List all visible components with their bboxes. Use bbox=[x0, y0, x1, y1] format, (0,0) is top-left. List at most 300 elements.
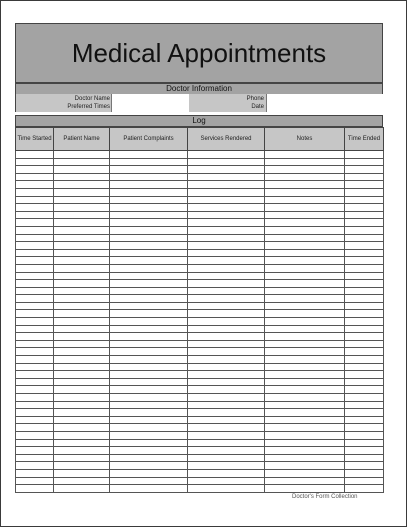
log-cell[interactable] bbox=[265, 173, 345, 181]
column-header-notes: Notes bbox=[265, 128, 345, 151]
log-cell[interactable] bbox=[54, 257, 110, 265]
log-cell[interactable] bbox=[345, 318, 384, 326]
table-row bbox=[16, 363, 384, 371]
log-cell[interactable] bbox=[16, 356, 54, 364]
column-header-time-ended: Time Ended bbox=[345, 128, 384, 151]
log-cell[interactable] bbox=[265, 485, 345, 493]
log-cell[interactable] bbox=[110, 196, 188, 204]
log-cell[interactable] bbox=[54, 409, 110, 417]
doctor-name-label: Doctor Name bbox=[74, 96, 110, 102]
log-cell[interactable] bbox=[16, 151, 54, 159]
log-cell[interactable] bbox=[54, 310, 110, 318]
log-cell[interactable] bbox=[16, 264, 54, 272]
log-cell[interactable] bbox=[54, 166, 110, 174]
table-row bbox=[16, 257, 384, 265]
log-cell[interactable] bbox=[265, 318, 345, 326]
log-cell[interactable] bbox=[16, 333, 54, 341]
log-cell[interactable] bbox=[110, 454, 188, 462]
log-cell[interactable] bbox=[16, 485, 54, 493]
log-cell[interactable] bbox=[110, 249, 188, 257]
log-cell[interactable] bbox=[265, 287, 345, 295]
log-cell[interactable] bbox=[54, 340, 110, 348]
log-cell[interactable] bbox=[265, 431, 345, 439]
log-cell[interactable] bbox=[188, 158, 265, 166]
log-cell[interactable] bbox=[16, 173, 54, 181]
log-cell[interactable] bbox=[16, 371, 54, 379]
log-cell[interactable] bbox=[345, 356, 384, 364]
log-cell[interactable] bbox=[110, 295, 188, 303]
log-cell[interactable] bbox=[16, 477, 54, 485]
log-cell[interactable] bbox=[54, 485, 110, 493]
log-cell[interactable] bbox=[54, 302, 110, 310]
log-cell[interactable] bbox=[265, 204, 345, 212]
log-cell[interactable] bbox=[54, 226, 110, 234]
log-cell[interactable] bbox=[345, 264, 384, 272]
log-cell[interactable] bbox=[265, 219, 345, 227]
log-cell[interactable] bbox=[345, 188, 384, 196]
log-cell[interactable] bbox=[345, 424, 384, 432]
log-cell[interactable] bbox=[110, 431, 188, 439]
preferred-times-label: Preferred Times bbox=[67, 104, 110, 110]
log-cell[interactable] bbox=[265, 211, 345, 219]
log-cell[interactable] bbox=[16, 204, 54, 212]
log-cell[interactable] bbox=[265, 356, 345, 364]
log-cell[interactable] bbox=[16, 242, 54, 250]
log-cell[interactable] bbox=[16, 424, 54, 432]
log-cell[interactable] bbox=[265, 363, 345, 371]
log-cell[interactable] bbox=[54, 181, 110, 189]
log-cell[interactable] bbox=[16, 340, 54, 348]
log-cell[interactable] bbox=[16, 439, 54, 447]
log-cell[interactable] bbox=[16, 211, 54, 219]
log-cell[interactable] bbox=[188, 249, 265, 257]
log-cell[interactable] bbox=[54, 196, 110, 204]
log-cell[interactable] bbox=[188, 469, 265, 477]
log-cell[interactable] bbox=[345, 462, 384, 470]
log-cell[interactable] bbox=[188, 401, 265, 409]
log-cell[interactable] bbox=[16, 280, 54, 288]
log-cell[interactable] bbox=[110, 272, 188, 280]
log-cell[interactable] bbox=[188, 166, 265, 174]
log-cell[interactable] bbox=[188, 485, 265, 493]
log-cell[interactable] bbox=[188, 416, 265, 424]
log-cell[interactable] bbox=[188, 226, 265, 234]
log-cell[interactable] bbox=[110, 302, 188, 310]
log-cell[interactable] bbox=[16, 386, 54, 394]
log-cell[interactable] bbox=[265, 333, 345, 341]
log-cell[interactable] bbox=[16, 295, 54, 303]
log-cell[interactable] bbox=[110, 356, 188, 364]
log-cell[interactable] bbox=[188, 340, 265, 348]
phone-date-field[interactable] bbox=[266, 94, 383, 112]
log-cell[interactable] bbox=[110, 158, 188, 166]
log-cell[interactable] bbox=[265, 264, 345, 272]
log-cell[interactable] bbox=[54, 295, 110, 303]
log-cell[interactable] bbox=[188, 424, 265, 432]
log-cell[interactable] bbox=[54, 325, 110, 333]
log-cell[interactable] bbox=[54, 454, 110, 462]
log-cell[interactable] bbox=[265, 196, 345, 204]
log-cell[interactable] bbox=[54, 318, 110, 326]
log-cell[interactable] bbox=[265, 477, 345, 485]
log-cell[interactable] bbox=[345, 158, 384, 166]
table-row bbox=[16, 439, 384, 447]
log-cell[interactable] bbox=[265, 151, 345, 159]
log-cell[interactable] bbox=[265, 454, 345, 462]
log-cell[interactable] bbox=[188, 287, 265, 295]
log-cell[interactable] bbox=[188, 318, 265, 326]
log-cell[interactable] bbox=[54, 462, 110, 470]
table-row bbox=[16, 378, 384, 386]
log-cell[interactable] bbox=[110, 287, 188, 295]
log-cell[interactable] bbox=[16, 257, 54, 265]
log-cell[interactable] bbox=[345, 409, 384, 417]
log-cell[interactable] bbox=[265, 242, 345, 250]
log-cell[interactable] bbox=[345, 181, 384, 189]
log-cell[interactable] bbox=[265, 181, 345, 189]
log-cell[interactable] bbox=[110, 234, 188, 242]
table-row bbox=[16, 454, 384, 462]
log-cell[interactable] bbox=[110, 424, 188, 432]
log-cell[interactable] bbox=[345, 310, 384, 318]
log-cell[interactable] bbox=[54, 469, 110, 477]
log-cell[interactable] bbox=[345, 204, 384, 212]
log-cell[interactable] bbox=[188, 211, 265, 219]
log-cell[interactable] bbox=[265, 226, 345, 234]
log-cell[interactable] bbox=[110, 485, 188, 493]
log-cell[interactable] bbox=[54, 439, 110, 447]
log-cell[interactable] bbox=[345, 363, 384, 371]
log-cell[interactable] bbox=[345, 234, 384, 242]
table-row bbox=[16, 295, 384, 303]
log-cell[interactable] bbox=[54, 272, 110, 280]
log-cell[interactable] bbox=[188, 181, 265, 189]
log-cell[interactable] bbox=[16, 234, 54, 242]
log-cell[interactable] bbox=[110, 462, 188, 470]
log-cell[interactable] bbox=[110, 447, 188, 455]
table-row bbox=[16, 249, 384, 257]
log-cell[interactable] bbox=[188, 151, 265, 159]
table-row bbox=[16, 424, 384, 432]
log-cell[interactable] bbox=[110, 226, 188, 234]
table-row bbox=[16, 211, 384, 219]
log-cell[interactable] bbox=[188, 462, 265, 470]
log-cell[interactable] bbox=[345, 302, 384, 310]
log-cell[interactable] bbox=[16, 318, 54, 326]
log-cell[interactable] bbox=[265, 272, 345, 280]
log-cell[interactable] bbox=[345, 439, 384, 447]
log-cell[interactable] bbox=[110, 386, 188, 394]
log-cell[interactable] bbox=[110, 257, 188, 265]
log-cell[interactable] bbox=[16, 394, 54, 402]
log-cell[interactable] bbox=[188, 394, 265, 402]
log-cell[interactable] bbox=[188, 264, 265, 272]
log-cell[interactable] bbox=[265, 424, 345, 432]
log-cell[interactable] bbox=[345, 219, 384, 227]
log-cell[interactable] bbox=[188, 204, 265, 212]
log-cell[interactable] bbox=[110, 409, 188, 417]
log-cell[interactable] bbox=[265, 401, 345, 409]
table-row bbox=[16, 264, 384, 272]
table-row bbox=[16, 485, 384, 493]
log-cell[interactable] bbox=[110, 378, 188, 386]
log-cell[interactable] bbox=[110, 333, 188, 341]
log-header-row bbox=[16, 128, 384, 151]
log-cell[interactable] bbox=[345, 287, 384, 295]
table-row bbox=[16, 158, 384, 166]
log-cell[interactable] bbox=[188, 363, 265, 371]
log-cell[interactable] bbox=[110, 401, 188, 409]
log-cell[interactable] bbox=[265, 257, 345, 265]
log-cell[interactable] bbox=[54, 424, 110, 432]
log-cell[interactable] bbox=[110, 439, 188, 447]
log-cell[interactable] bbox=[54, 173, 110, 181]
table-row bbox=[16, 416, 384, 424]
log-cell[interactable] bbox=[16, 181, 54, 189]
log-cell[interactable] bbox=[265, 188, 345, 196]
log-cell[interactable] bbox=[188, 431, 265, 439]
log-cell[interactable] bbox=[54, 280, 110, 288]
log-cell[interactable] bbox=[265, 469, 345, 477]
log-cell[interactable] bbox=[54, 363, 110, 371]
log-cell[interactable] bbox=[345, 333, 384, 341]
log-cell[interactable] bbox=[110, 181, 188, 189]
log-cell[interactable] bbox=[345, 416, 384, 424]
table-row bbox=[16, 348, 384, 356]
log-cell[interactable] bbox=[54, 477, 110, 485]
log-cell[interactable] bbox=[188, 348, 265, 356]
log-cell[interactable] bbox=[110, 340, 188, 348]
log-cell[interactable] bbox=[54, 431, 110, 439]
log-cell[interactable] bbox=[110, 204, 188, 212]
log-cell[interactable] bbox=[265, 340, 345, 348]
log-cell[interactable] bbox=[188, 242, 265, 250]
log-cell[interactable] bbox=[345, 151, 384, 159]
log-cell[interactable] bbox=[188, 295, 265, 303]
log-cell[interactable] bbox=[188, 378, 265, 386]
log-cell[interactable] bbox=[110, 371, 188, 379]
log-cell[interactable] bbox=[16, 249, 54, 257]
table-row bbox=[16, 401, 384, 409]
log-cell[interactable] bbox=[16, 287, 54, 295]
log-cell[interactable] bbox=[110, 188, 188, 196]
log-cell[interactable] bbox=[188, 302, 265, 310]
log-cell[interactable] bbox=[265, 409, 345, 417]
log-cell[interactable] bbox=[345, 257, 384, 265]
log-cell[interactable] bbox=[188, 371, 265, 379]
log-cell[interactable] bbox=[16, 447, 54, 455]
log-cell[interactable] bbox=[110, 264, 188, 272]
log-cell[interactable] bbox=[16, 431, 54, 439]
log-cell[interactable] bbox=[345, 485, 384, 493]
table-row bbox=[16, 333, 384, 341]
log-cell[interactable] bbox=[54, 378, 110, 386]
log-cell[interactable] bbox=[345, 211, 384, 219]
log-cell[interactable] bbox=[16, 416, 54, 424]
log-cell[interactable] bbox=[54, 386, 110, 394]
log-cell[interactable] bbox=[265, 249, 345, 257]
log-cell[interactable] bbox=[16, 378, 54, 386]
log-cell[interactable] bbox=[16, 409, 54, 417]
log-cell[interactable] bbox=[188, 234, 265, 242]
log-cell[interactable] bbox=[265, 234, 345, 242]
log-cell[interactable] bbox=[345, 348, 384, 356]
log-cell[interactable] bbox=[265, 439, 345, 447]
log-cell[interactable] bbox=[54, 204, 110, 212]
log-cell[interactable] bbox=[345, 469, 384, 477]
log-cell[interactable] bbox=[188, 454, 265, 462]
log-cell[interactable] bbox=[54, 394, 110, 402]
log-cell[interactable] bbox=[188, 257, 265, 265]
log-cell[interactable] bbox=[265, 310, 345, 318]
log-cell[interactable] bbox=[345, 325, 384, 333]
log-cell[interactable] bbox=[16, 469, 54, 477]
log-cell[interactable] bbox=[345, 431, 384, 439]
log-cell[interactable] bbox=[16, 401, 54, 409]
log-cell[interactable] bbox=[16, 158, 54, 166]
log-cell[interactable] bbox=[188, 325, 265, 333]
log-cell[interactable] bbox=[110, 242, 188, 250]
log-cell[interactable] bbox=[16, 310, 54, 318]
log-cell[interactable] bbox=[345, 378, 384, 386]
log-cell[interactable] bbox=[110, 219, 188, 227]
log-cell[interactable] bbox=[265, 371, 345, 379]
log-cell[interactable] bbox=[110, 280, 188, 288]
log-cell[interactable] bbox=[345, 226, 384, 234]
log-cell[interactable] bbox=[54, 333, 110, 341]
log-cell[interactable] bbox=[188, 386, 265, 394]
log-cell[interactable] bbox=[345, 249, 384, 257]
log-cell[interactable] bbox=[54, 242, 110, 250]
log-cell[interactable] bbox=[188, 409, 265, 417]
log-cell[interactable] bbox=[345, 454, 384, 462]
table-row bbox=[16, 166, 384, 174]
log-cell[interactable] bbox=[188, 196, 265, 204]
log-cell[interactable] bbox=[16, 219, 54, 227]
log-cell[interactable] bbox=[110, 318, 188, 326]
table-row bbox=[16, 204, 384, 212]
phone-label: Phone bbox=[246, 96, 264, 102]
log-cell[interactable] bbox=[188, 219, 265, 227]
log-cell[interactable] bbox=[16, 166, 54, 174]
log-cell[interactable] bbox=[110, 477, 188, 485]
log-cell[interactable] bbox=[345, 173, 384, 181]
log-cell[interactable] bbox=[16, 226, 54, 234]
log-cell[interactable] bbox=[265, 280, 345, 288]
log-cell[interactable] bbox=[265, 325, 345, 333]
log-cell[interactable] bbox=[345, 477, 384, 485]
log-cell[interactable] bbox=[345, 371, 384, 379]
log-cell[interactable] bbox=[188, 188, 265, 196]
log-cell[interactable] bbox=[54, 219, 110, 227]
log-cell[interactable] bbox=[16, 188, 54, 196]
log-table bbox=[15, 127, 384, 493]
log-cell[interactable] bbox=[345, 340, 384, 348]
log-cell[interactable] bbox=[54, 401, 110, 409]
table-row bbox=[16, 447, 384, 455]
log-cell[interactable] bbox=[265, 447, 345, 455]
log-cell[interactable] bbox=[16, 462, 54, 470]
log-cell[interactable] bbox=[54, 249, 110, 257]
log-cell[interactable] bbox=[54, 188, 110, 196]
log-cell[interactable] bbox=[110, 310, 188, 318]
log-cell[interactable] bbox=[16, 196, 54, 204]
log-cell[interactable] bbox=[110, 166, 188, 174]
log-cell[interactable] bbox=[265, 158, 345, 166]
log-cell[interactable] bbox=[188, 447, 265, 455]
log-cell[interactable] bbox=[188, 439, 265, 447]
log-cell[interactable] bbox=[16, 454, 54, 462]
log-cell[interactable] bbox=[345, 394, 384, 402]
log-cell[interactable] bbox=[345, 242, 384, 250]
log-cell[interactable] bbox=[265, 302, 345, 310]
log-cell[interactable] bbox=[345, 272, 384, 280]
log-cell[interactable] bbox=[265, 462, 345, 470]
log-cell[interactable] bbox=[110, 416, 188, 424]
log-cell[interactable] bbox=[16, 302, 54, 310]
log-cell[interactable] bbox=[265, 386, 345, 394]
log-cell[interactable] bbox=[16, 325, 54, 333]
table-row bbox=[16, 272, 384, 280]
log-cell[interactable] bbox=[188, 173, 265, 181]
log-cell[interactable] bbox=[345, 280, 384, 288]
log-cell[interactable] bbox=[188, 477, 265, 485]
log-cell[interactable] bbox=[265, 378, 345, 386]
log-cell[interactable] bbox=[16, 272, 54, 280]
log-cell[interactable] bbox=[110, 348, 188, 356]
log-cell[interactable] bbox=[265, 166, 345, 174]
log-cell[interactable] bbox=[345, 196, 384, 204]
log-cell[interactable] bbox=[345, 447, 384, 455]
log-cell[interactable] bbox=[110, 211, 188, 219]
log-cell[interactable] bbox=[54, 371, 110, 379]
log-cell[interactable] bbox=[110, 394, 188, 402]
log-cell[interactable] bbox=[54, 356, 110, 364]
log-cell[interactable] bbox=[188, 272, 265, 280]
log-cell[interactable] bbox=[188, 356, 265, 364]
log-cell[interactable] bbox=[265, 394, 345, 402]
log-cell[interactable] bbox=[110, 325, 188, 333]
log-cell[interactable] bbox=[54, 234, 110, 242]
table-row bbox=[16, 151, 384, 159]
log-cell[interactable] bbox=[345, 386, 384, 394]
log-cell[interactable] bbox=[54, 264, 110, 272]
log-cell[interactable] bbox=[265, 348, 345, 356]
log-cell[interactable] bbox=[16, 348, 54, 356]
log-cell[interactable] bbox=[110, 363, 188, 371]
log-cell[interactable] bbox=[54, 416, 110, 424]
log-cell[interactable] bbox=[188, 280, 265, 288]
log-cell[interactable] bbox=[54, 211, 110, 219]
log-cell[interactable] bbox=[265, 416, 345, 424]
log-cell[interactable] bbox=[54, 151, 110, 159]
log-cell[interactable] bbox=[54, 287, 110, 295]
log-cell[interactable] bbox=[110, 151, 188, 159]
log-cell[interactable] bbox=[110, 469, 188, 477]
log-cell[interactable] bbox=[345, 166, 384, 174]
log-cell[interactable] bbox=[345, 401, 384, 409]
log-cell[interactable] bbox=[265, 295, 345, 303]
log-cell[interactable] bbox=[188, 333, 265, 341]
log-cell[interactable] bbox=[54, 158, 110, 166]
log-cell[interactable] bbox=[188, 310, 265, 318]
log-cell[interactable] bbox=[16, 363, 54, 371]
log-cell[interactable] bbox=[54, 447, 110, 455]
doctor-name-field[interactable] bbox=[111, 94, 189, 112]
log-cell[interactable] bbox=[54, 348, 110, 356]
log-cell[interactable] bbox=[345, 295, 384, 303]
log-cell[interactable] bbox=[110, 173, 188, 181]
